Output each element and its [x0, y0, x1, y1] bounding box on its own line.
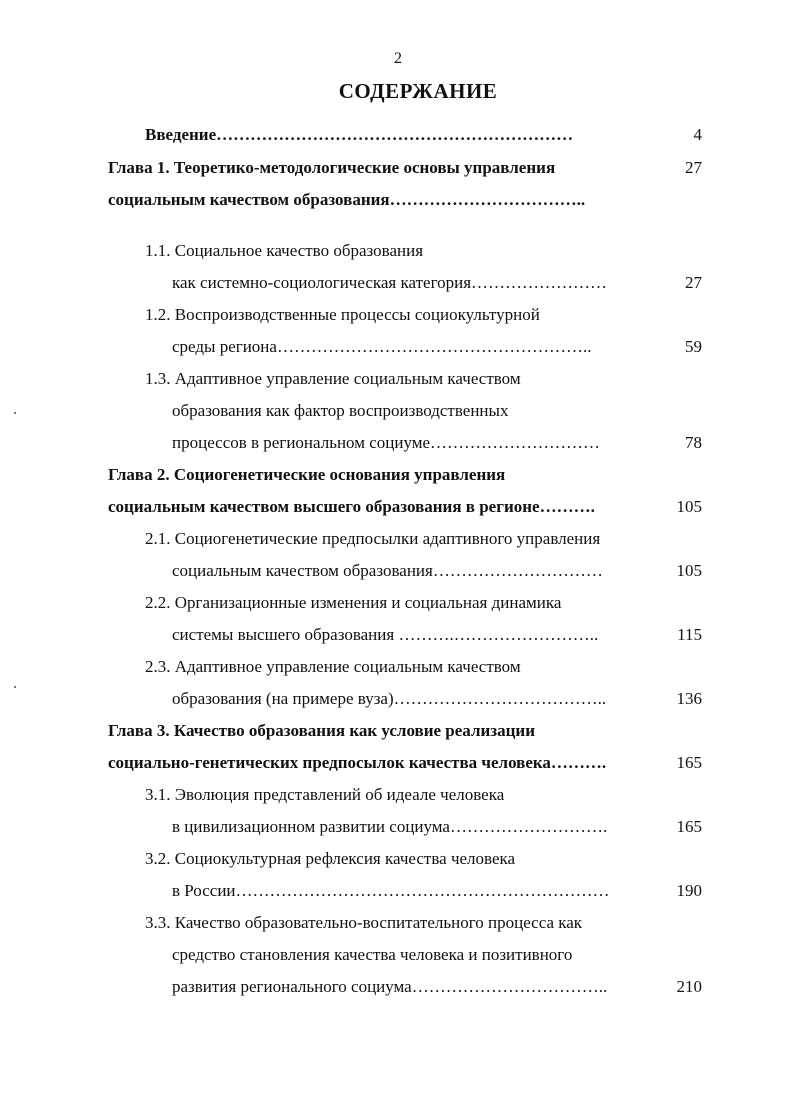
- toc-section-2-3-page: 136: [676, 689, 702, 708]
- scan-speck: [14, 412, 16, 414]
- toc-chapter-1-line2: социальным качеством образования……………………………..: [108, 190, 586, 209]
- toc-section-3-2-line2: в России…………………………………………………………: [172, 881, 610, 900]
- toc-section-2-2-page: 115: [677, 625, 702, 644]
- toc-section-2-1-line2: социальным качеством образования…………………………: [172, 561, 603, 580]
- toc-section-1-2-line1: 1.2. Воспроизводственные процессы социокультурной: [145, 305, 540, 324]
- toc-section-3-1-line1: 3.1. Эволюция представлений об идеале человека: [145, 785, 505, 804]
- toc-chapter-3-line2: социально-генетических предпосылок качества человека……….: [108, 753, 607, 772]
- toc-section-1-3-line3: процессов в региональном социуме…………………………: [172, 433, 601, 452]
- toc-chapter-2-line2: социальным качеством высшего образования в регионе……….: [108, 497, 595, 516]
- page-title: СОДЕРЖАНИЕ: [338, 79, 498, 103]
- toc-section-3-2-line1: 3.2. Социокультурная рефлексия качества человека: [145, 849, 516, 868]
- toc-section-1-1-page: 27: [685, 273, 702, 292]
- toc-section-3-2-page: 190: [676, 881, 702, 900]
- toc-section-3-3-page: 210: [676, 977, 702, 996]
- toc-section-1-3-page: 78: [685, 433, 702, 452]
- toc-section-1-3-line2: образования как фактор воспроизводственных: [172, 401, 509, 420]
- toc-section-1-2-page: 59: [685, 337, 702, 356]
- page-number: 2: [394, 50, 402, 67]
- toc-section-1-1-line1: 1.1. Социальное качество образования: [145, 241, 424, 260]
- toc-section-2-2-line1: 2.2. Организационные изменения и социальная динамика: [145, 593, 562, 612]
- toc-chapter-3-line1: Глава 3. Качество образования как условие реализации: [108, 721, 536, 740]
- toc-section-2-1-page: 105: [676, 561, 702, 580]
- toc-chapter-2-page: 105: [676, 497, 702, 516]
- toc-section-1-1-line2: как системно-социологическая категория……………………: [172, 273, 608, 292]
- toc-section-3-3-line2: средство становления качества человека и позитивного: [172, 945, 573, 964]
- toc-intro-page: 4: [693, 125, 702, 144]
- toc-section-2-2-line2: системы высшего образования ……….……………………..: [172, 625, 599, 644]
- toc-chapter-2-line1: Глава 2. Социогенетические основания управления: [108, 465, 506, 484]
- toc-chapter-1-line1: Глава 1. Теоретико-методологические основы управления: [108, 158, 556, 177]
- toc-chapter-3-page: 165: [676, 753, 702, 772]
- toc-section-2-3-line1: 2.3. Адаптивное управление социальным качеством: [145, 657, 521, 676]
- scan-speck: [14, 686, 16, 688]
- toc-section-2-3-line2: образования (на примере вуза)………………………………..: [172, 689, 607, 708]
- toc-section-3-1-line2: в цивилизационном развитии социума……………………….: [172, 817, 608, 836]
- toc-intro: Введение………………………………………………………: [145, 125, 574, 144]
- toc-section-3-3-line1: 3.3. Качество образовательно-воспитательного процесса как: [145, 913, 583, 932]
- toc-section-3-3-line3: развития регионального социума……………………………..: [172, 977, 608, 996]
- toc-section-2-1-line1: 2.1. Социогенетические предпосылки адаптивного управления: [145, 529, 601, 548]
- toc-section-3-1-page: 165: [676, 817, 702, 836]
- toc-chapter-1-page: 27: [685, 158, 702, 177]
- toc-section-1-3-line1: 1.3. Адаптивное управление социальным качеством: [145, 369, 521, 388]
- toc-section-1-2-line2: среды региона………………………………………………..: [172, 337, 592, 356]
